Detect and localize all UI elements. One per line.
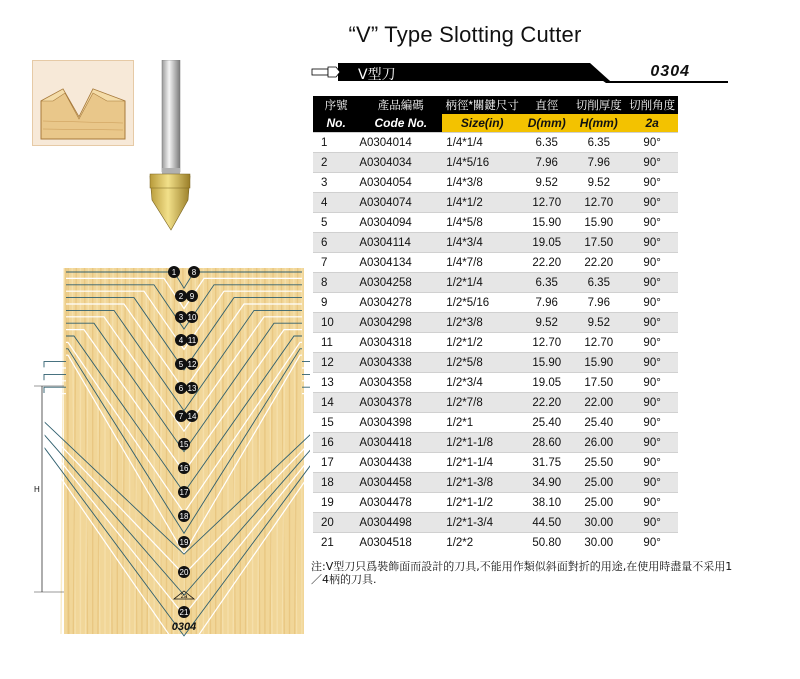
table-cell: 9.52 bbox=[522, 173, 571, 193]
header-cn: 柄徑*關鍵尺寸 bbox=[442, 96, 522, 114]
table-cell: 7.96 bbox=[571, 293, 626, 313]
marker-label: 18 bbox=[179, 512, 189, 521]
table-cell: 90° bbox=[626, 253, 678, 273]
table-cell: A0304418 bbox=[359, 433, 442, 453]
marker-label: 9 bbox=[189, 292, 195, 301]
table-cell: 12 bbox=[313, 353, 359, 373]
table-cell: 30.00 bbox=[571, 533, 626, 553]
table-cell: 20 bbox=[313, 513, 359, 533]
table-cell: 22.20 bbox=[522, 253, 571, 273]
usage-note: 注:V型刀只爲裝飾面而設計的刀具,不能用作類似斜面對折的用途,在使用時盡量不采用1／4柄的刀具. bbox=[311, 560, 733, 586]
table-cell: 10 bbox=[313, 313, 359, 333]
header-en: Code No. bbox=[359, 114, 442, 133]
marker-label: 17 bbox=[179, 488, 189, 497]
table-cell: 12.70 bbox=[571, 333, 626, 353]
table-cell: 7 bbox=[313, 253, 359, 273]
table-cell: 1/4*1/4 bbox=[442, 133, 522, 153]
table-cell: 1/2*3/4 bbox=[442, 373, 522, 393]
table-cell: 7.96 bbox=[571, 153, 626, 173]
header-en: 2a bbox=[626, 114, 678, 133]
table-cell: 1/2*1-1/8 bbox=[442, 433, 522, 453]
marker-label: 16 bbox=[179, 464, 189, 473]
table-cell: 90° bbox=[626, 473, 678, 493]
marker-label: 2 bbox=[178, 292, 184, 301]
marker-label: 3 bbox=[178, 313, 184, 322]
table-cell: 15.90 bbox=[571, 353, 626, 373]
table-cell: A0304378 bbox=[359, 393, 442, 413]
table-cell: 90° bbox=[626, 493, 678, 513]
table-cell: 19.05 bbox=[522, 233, 571, 253]
table-cell: 1/4*1/2 bbox=[442, 193, 522, 213]
header-en: H(mm) bbox=[571, 114, 626, 133]
table-cell: 28.60 bbox=[522, 433, 571, 453]
table-row bbox=[313, 213, 678, 233]
table-cell: 19 bbox=[313, 493, 359, 513]
table-cell: A0304094 bbox=[359, 213, 442, 233]
page-title: “V” Type Slotting Cutter bbox=[348, 22, 582, 47]
header-en: No. bbox=[313, 114, 359, 133]
table-cell: 1/4*5/8 bbox=[442, 213, 522, 233]
table-cell: 31.75 bbox=[522, 453, 571, 473]
table-row bbox=[313, 373, 678, 393]
table-cell: A0304518 bbox=[359, 533, 442, 553]
table-cell: 90° bbox=[626, 393, 678, 413]
table-cell: 90° bbox=[626, 433, 678, 453]
table-cell: 1/2*7/8 bbox=[442, 393, 522, 413]
router-bit-image bbox=[140, 60, 200, 244]
table-row bbox=[313, 453, 678, 473]
table-cell: 1/2*2 bbox=[442, 533, 522, 553]
table-cell: A0304014 bbox=[359, 133, 442, 153]
table-cell: 17 bbox=[313, 453, 359, 473]
table-cell: 5 bbox=[313, 213, 359, 233]
header-cn: 產品編碼 bbox=[359, 96, 442, 114]
table-cell: 6 bbox=[313, 233, 359, 253]
table-cell: 6.35 bbox=[522, 273, 571, 293]
table-header-cn bbox=[313, 96, 678, 114]
table-cell: 1/4*5/16 bbox=[442, 153, 522, 173]
table-cell: 90° bbox=[626, 413, 678, 433]
table-cell: 90° bbox=[626, 213, 678, 233]
table-cell: 1/4*3/4 bbox=[442, 233, 522, 253]
table-cell: 34.90 bbox=[522, 473, 571, 493]
table-cell: 25.40 bbox=[571, 413, 626, 433]
table-cell: 16 bbox=[313, 433, 359, 453]
table-cell: 30.00 bbox=[571, 513, 626, 533]
bit-silhouette-icon bbox=[312, 67, 340, 77]
table-cell: 17.50 bbox=[571, 233, 626, 253]
marker-label: 6 bbox=[178, 384, 184, 393]
table-cell: 1/2*1 bbox=[442, 413, 522, 433]
marker-label: 13 bbox=[187, 384, 197, 393]
table-row bbox=[313, 493, 678, 513]
table-cell: 25.50 bbox=[571, 453, 626, 473]
marker-label: 21 bbox=[179, 608, 189, 617]
table-cell: 15.90 bbox=[571, 213, 626, 233]
table-cell: 22.20 bbox=[522, 393, 571, 413]
category-label: V型刀 bbox=[358, 67, 396, 83]
table-cell: 9.52 bbox=[571, 313, 626, 333]
table-row bbox=[313, 393, 678, 413]
table-row bbox=[313, 133, 678, 153]
table-cell: 9 bbox=[313, 293, 359, 313]
table-cell: 90° bbox=[626, 373, 678, 393]
table-cell: 6.35 bbox=[571, 133, 626, 153]
marker-label: 8 bbox=[191, 268, 197, 277]
table-cell: 90° bbox=[626, 313, 678, 333]
table-cell: 19.05 bbox=[522, 373, 571, 393]
table-cell: 13 bbox=[313, 373, 359, 393]
diagram-code: 0304 bbox=[171, 621, 197, 633]
table-cell: 90° bbox=[626, 173, 678, 193]
marker-label: 12 bbox=[187, 360, 197, 369]
table-cell: 1 bbox=[313, 133, 359, 153]
table-cell: 9.52 bbox=[522, 313, 571, 333]
table-cell: 1/4*7/8 bbox=[442, 253, 522, 273]
table-cell: 6.35 bbox=[571, 273, 626, 293]
table-cell: 18 bbox=[313, 473, 359, 493]
table-cell: A0304398 bbox=[359, 413, 442, 433]
marker-label: 19 bbox=[179, 538, 189, 547]
table-cell: 12.70 bbox=[571, 193, 626, 213]
table-cell: 15.90 bbox=[522, 353, 571, 373]
product-header-bar bbox=[310, 61, 728, 85]
table-cell: 25.40 bbox=[522, 413, 571, 433]
table-cell: 2 bbox=[313, 153, 359, 173]
table-cell: 1/2*1-1/4 bbox=[442, 453, 522, 473]
marker-label: 10 bbox=[187, 313, 197, 322]
table-cell: 90° bbox=[626, 153, 678, 173]
table-row bbox=[313, 193, 678, 213]
header-cn: 切削厚度 bbox=[571, 96, 626, 114]
table-cell: 12.70 bbox=[522, 333, 571, 353]
header-en: Size(in) bbox=[442, 114, 522, 133]
table-row bbox=[313, 173, 678, 193]
table-cell: A0304498 bbox=[359, 513, 442, 533]
table-cell: 7.96 bbox=[522, 153, 571, 173]
table-cell: 17.50 bbox=[571, 373, 626, 393]
table-row bbox=[313, 433, 678, 453]
table-cell: A0304318 bbox=[359, 333, 442, 353]
marker-label: 7 bbox=[178, 412, 184, 421]
marker-label: 15 bbox=[179, 440, 189, 449]
table-cell: 90° bbox=[626, 133, 678, 153]
table-cell: 1/2*1/4 bbox=[442, 273, 522, 293]
series-code: 0304 bbox=[650, 63, 690, 80]
table-header-en bbox=[313, 114, 678, 133]
table-cell: A0304478 bbox=[359, 493, 442, 513]
v-groove-profile-icon bbox=[33, 61, 133, 145]
table-cell: 90° bbox=[626, 533, 678, 553]
table-cell: 7.96 bbox=[522, 293, 571, 313]
table-cell: 11 bbox=[313, 333, 359, 353]
table-cell: 12.70 bbox=[522, 193, 571, 213]
table-row bbox=[313, 533, 678, 553]
table-cell: 44.50 bbox=[522, 513, 571, 533]
marker-label: 1 bbox=[171, 268, 177, 277]
table-cell: 90° bbox=[626, 513, 678, 533]
table-row bbox=[313, 353, 678, 373]
table-cell: 1/2*1-1/2 bbox=[442, 493, 522, 513]
table-cell: A0304258 bbox=[359, 273, 442, 293]
table-cell: 38.10 bbox=[522, 493, 571, 513]
table-cell: 15 bbox=[313, 413, 359, 433]
table-cell: 90° bbox=[626, 333, 678, 353]
table-cell: 25.00 bbox=[571, 493, 626, 513]
groove-diagram bbox=[30, 262, 310, 646]
table-cell: 26.00 bbox=[571, 433, 626, 453]
marker-label: 5 bbox=[178, 360, 184, 369]
spec-table bbox=[313, 96, 678, 553]
table-row bbox=[313, 253, 678, 273]
table-cell: 90° bbox=[626, 273, 678, 293]
table-cell: A0304338 bbox=[359, 353, 442, 373]
table-cell: A0304134 bbox=[359, 253, 442, 273]
profile-swatch bbox=[32, 60, 134, 146]
table-cell: 50.80 bbox=[522, 533, 571, 553]
table-cell: 4 bbox=[313, 193, 359, 213]
table-cell: A0304114 bbox=[359, 233, 442, 253]
table-cell: 90° bbox=[626, 353, 678, 373]
table-cell: 1/2*3/8 bbox=[442, 313, 522, 333]
table-cell: 1/2*5/8 bbox=[442, 353, 522, 373]
table-cell: A0304074 bbox=[359, 193, 442, 213]
marker-label: 4 bbox=[178, 336, 184, 345]
table-row bbox=[313, 293, 678, 313]
table-cell: 22.00 bbox=[571, 393, 626, 413]
table-cell: 9.52 bbox=[571, 173, 626, 193]
table-cell: 1/2*1-3/4 bbox=[442, 513, 522, 533]
table-row bbox=[313, 513, 678, 533]
table-cell: 90° bbox=[626, 193, 678, 213]
table-cell: 1/2*1-3/8 bbox=[442, 473, 522, 493]
table-cell: A0304034 bbox=[359, 153, 442, 173]
table-cell: A0304438 bbox=[359, 453, 442, 473]
table-cell: A0304298 bbox=[359, 313, 442, 333]
table-cell: A0304054 bbox=[359, 173, 442, 193]
table-cell: 22.20 bbox=[571, 253, 626, 273]
table-cell: 3 bbox=[313, 173, 359, 193]
table-cell: 1/4*3/8 bbox=[442, 173, 522, 193]
table-row bbox=[313, 473, 678, 493]
table-cell: 6.35 bbox=[522, 133, 571, 153]
table-row bbox=[313, 313, 678, 333]
dimension-label: H bbox=[34, 485, 40, 494]
table-row bbox=[313, 233, 678, 253]
table-row bbox=[313, 413, 678, 433]
table-cell: 21 bbox=[313, 533, 359, 553]
table-cell: A0304358 bbox=[359, 373, 442, 393]
table-cell: 90° bbox=[626, 233, 678, 253]
table-cell: 90° bbox=[626, 453, 678, 473]
header-en: D(mm) bbox=[522, 114, 571, 133]
table-cell: 1/2*5/16 bbox=[442, 293, 522, 313]
table-cell: 8 bbox=[313, 273, 359, 293]
table-row bbox=[313, 153, 678, 173]
table-row bbox=[313, 273, 678, 293]
marker-label: 14 bbox=[187, 412, 197, 421]
marker-label: 11 bbox=[187, 336, 197, 345]
angle-label: 2a bbox=[180, 594, 188, 600]
table-cell: 14 bbox=[313, 393, 359, 413]
marker-label: 20 bbox=[179, 568, 189, 577]
table-cell: A0304458 bbox=[359, 473, 442, 493]
table-cell: A0304278 bbox=[359, 293, 442, 313]
table-row bbox=[313, 333, 678, 353]
table-cell: 90° bbox=[626, 293, 678, 313]
header-cn: 切削角度 bbox=[626, 96, 678, 114]
table-cell: 15.90 bbox=[522, 213, 571, 233]
table-cell: 25.00 bbox=[571, 473, 626, 493]
table-cell: 1/2*1/2 bbox=[442, 333, 522, 353]
header-cn: 序號 bbox=[313, 96, 359, 114]
header-cn: 直徑 bbox=[522, 96, 571, 114]
